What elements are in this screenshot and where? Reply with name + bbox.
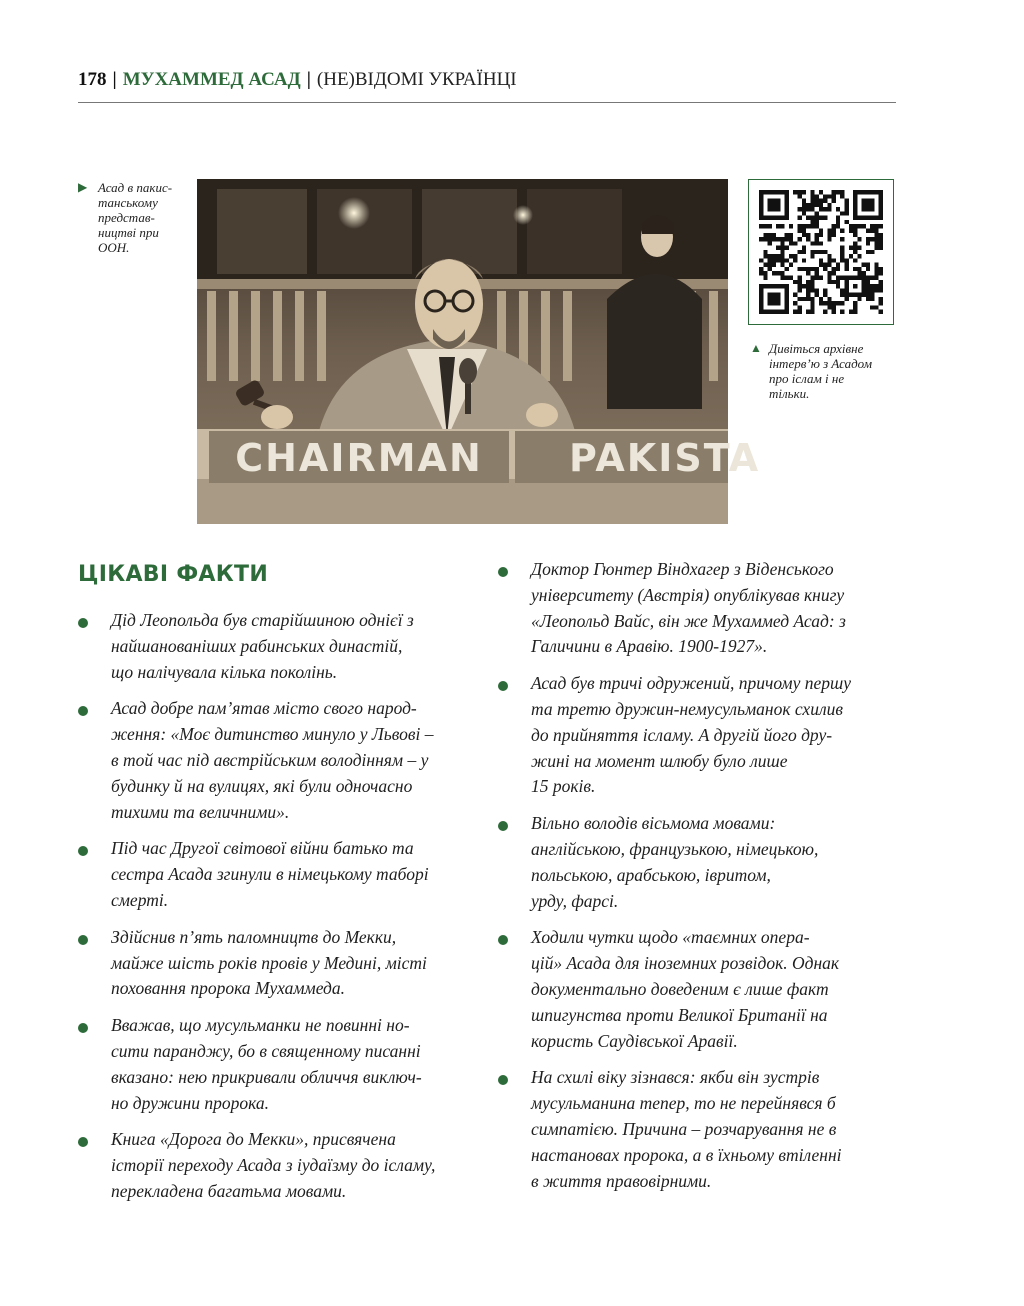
qr-caption	[750, 341, 900, 401]
header-person-name: МУХАММЕД АСАД	[122, 69, 301, 90]
page-number: 178	[78, 69, 107, 90]
fact-item	[78, 696, 478, 825]
fact-text: Під час Другої світової війни батько та сестра Асада згинули в німецькому таборі смерті.	[111, 838, 429, 910]
fact-item	[498, 557, 898, 660]
bullet-icon	[78, 706, 88, 716]
qr-code[interactable]	[748, 179, 894, 325]
asad-un-photo	[197, 179, 761, 524]
fact-item	[78, 608, 478, 685]
bullet-icon	[498, 681, 508, 691]
header-series-title: (НЕ)ВІДОМІ УКРАЇНЦІ	[316, 69, 517, 90]
photo-sign-pakistan: PAKISTA	[569, 436, 761, 480]
fact-item	[498, 811, 898, 914]
bullet-icon	[78, 618, 88, 628]
photo-caption	[78, 180, 178, 255]
bullet-icon	[498, 821, 508, 831]
bullet-icon	[498, 1075, 508, 1085]
photo-sign-chairman: CHAIRMAN	[235, 436, 483, 480]
bullet-icon	[498, 567, 508, 577]
caption-pointer-up-icon: ▲	[750, 341, 762, 355]
fact-text: Асад був тричі одружений, причому першу та третю дружин-немусульманок схилив до прийняття ісламу. А другій його дру- жині на момент шлюбу було лише 15 років.	[531, 673, 851, 797]
header-separator: |	[112, 69, 117, 90]
fact-text: На схилі віку зізнався: якби він зустрів мусульманина тепер, то не перейнявся б симпатією. Причина – розчарування не в настановах пророка, а в їхньому втіленні в життя правовірними.	[531, 1067, 842, 1191]
fact-item	[78, 1127, 478, 1204]
fact-text: Здійснив п’ять паломництв до Мекки, майже шість років провів у Медині, місті поховання пророка Мухаммеда.	[111, 926, 427, 999]
header-separator-2: |	[306, 69, 311, 90]
fact-item	[498, 671, 898, 800]
fact-item	[78, 1013, 478, 1116]
photo-caption-text: Асад в пакис- танському представ- ництві при ООН.	[98, 180, 173, 255]
caption-pointer-right-icon: ▶	[78, 180, 88, 194]
photo-illustration	[197, 179, 761, 524]
bullet-icon	[78, 935, 88, 945]
fact-text: Вільно володів вісьмома мовами: англійською, французькою, німецькою, польською, арабською, івритом, урду, фарсі.	[531, 813, 819, 911]
fact-text: Книга «Дорога до Мекки», присвячена історії переходу Асада з іудаїзму до ісламу, перекладена багатьма мовами.	[111, 1129, 436, 1201]
fact-text: Доктор Гюнтер Віндхагер з Віденського університету (Австрія) опублікував книгу «Леопольд Вайс, він же Мухаммед Асад: з Галичини в Аравію. 1900-1927».	[531, 559, 846, 657]
facts-left-column	[78, 608, 478, 1216]
fact-item	[78, 836, 478, 913]
fact-text: Дід Леопольда був старійшиною однієї з найшанованіших рабинських династій, що налічувала кілька поколінь.	[111, 610, 414, 682]
running-header	[78, 68, 896, 92]
bullet-icon	[78, 1137, 88, 1147]
fact-item	[78, 925, 478, 1002]
qr-code-icon	[759, 190, 883, 314]
header-divider	[78, 102, 896, 103]
fact-text: Асад добре пам’ятав місто свого народ- ження: «Моє дитинство минуло у Львові – в той час під австрійським володінням – у будинку й на вулицях, які були одночасно тихими та величними».	[111, 698, 434, 822]
facts-right-column	[498, 557, 898, 1205]
fact-text: Вважав, що мусульманки не повинні но- сити паранджу, бо в священному писанні вказано: нею прикривали обличчя виключ- но дружини пророка.	[111, 1015, 422, 1113]
fact-item	[498, 925, 898, 1054]
bullet-icon	[78, 1023, 88, 1033]
section-title: ЦІКАВІ ФАКТИ	[78, 562, 269, 587]
qr-caption-text: Дивіться архівне інтерв’ю з Асадом про іслам і не тільки.	[769, 341, 872, 401]
bullet-icon	[78, 846, 88, 856]
fact-item	[498, 1065, 898, 1194]
bullet-icon	[498, 935, 508, 945]
fact-text: Ходили чутки щодо «таємних опера- цій» Асада для іноземних розвідок. Однак документально доведеним є лише факт шпигунства проти Великої Британії на користь Саудівської Аравії.	[531, 927, 840, 1051]
